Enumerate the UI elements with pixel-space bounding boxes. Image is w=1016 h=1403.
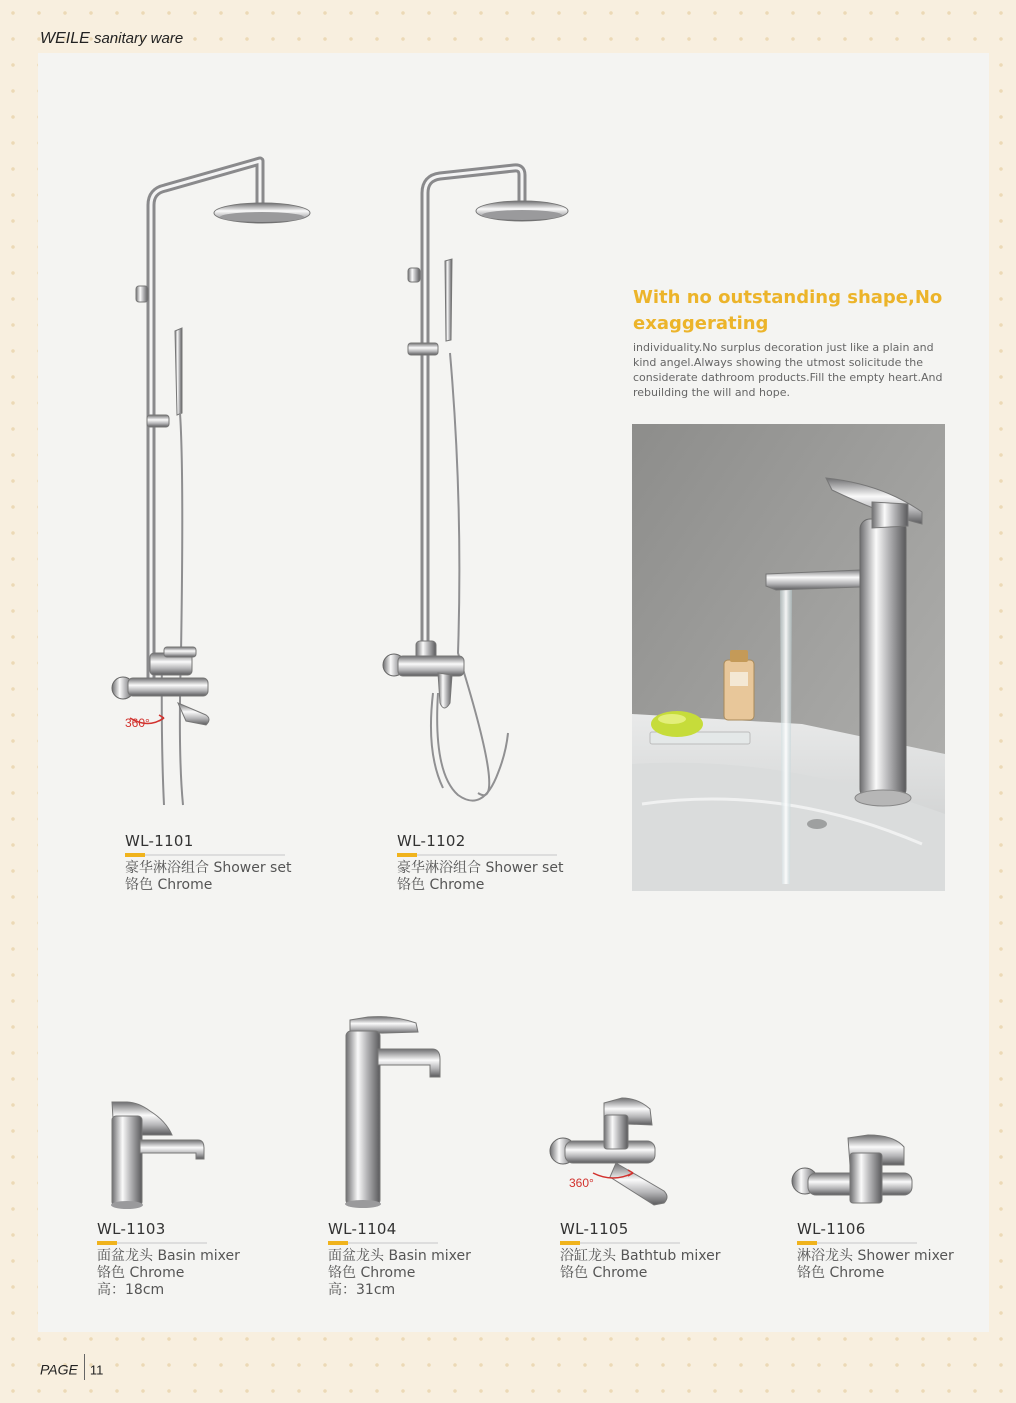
wl-1101-shower-set-image xyxy=(112,161,310,805)
product-finish: 铬色 Chrome xyxy=(328,1265,416,1281)
caption-underline xyxy=(560,1242,680,1244)
caption-underline xyxy=(397,854,557,856)
wl-1103-basin-mixer-image xyxy=(111,1102,204,1209)
product-finish: 铬色 Chrome xyxy=(797,1265,885,1281)
page-label: PAGE xyxy=(40,1361,78,1378)
wl-1104-basin-mixer-image xyxy=(345,1017,440,1208)
caption-underline xyxy=(328,1242,438,1244)
product-caption-wl-1106 xyxy=(797,1220,954,1282)
feature-headline: With no outstanding shape,No exaggerating xyxy=(633,287,943,334)
product-finish: 铬色 Chrome xyxy=(560,1265,648,1281)
product-name: 面盆龙头 Basin mixer xyxy=(328,1248,471,1264)
product-model: WL-1105 xyxy=(560,1220,629,1238)
product-name: 浴缸龙头 Bathtub mixer xyxy=(560,1248,721,1264)
product-name: 面盆龙头 Basin mixer xyxy=(97,1248,240,1264)
product-model: WL-1104 xyxy=(328,1220,397,1238)
product-caption-wl-1103 xyxy=(97,1220,240,1299)
footer-divider xyxy=(84,1354,85,1380)
product-caption-wl-1104 xyxy=(328,1220,471,1299)
product-finish: 铬色 Chrome xyxy=(397,877,485,893)
rotation-label-1105: 360° xyxy=(569,1176,594,1190)
product-caption-wl-1102 xyxy=(397,832,563,894)
caption-underline xyxy=(125,854,285,856)
product-model: WL-1101 xyxy=(125,832,194,850)
product-model: WL-1106 xyxy=(797,1220,866,1238)
brand-name: WEILE xyxy=(40,30,90,47)
feature-description: individuality.No surplus decoration just like a plain and kind angel.Always showing the utmost solicitude the considerate dathroom products.Fill the empty heart.And rebuilding the will and hope. xyxy=(633,341,943,399)
brand-tagline: sanitary ware xyxy=(93,30,184,47)
product-caption-wl-1101 xyxy=(125,832,291,894)
page-footer xyxy=(40,1358,103,1384)
product-model: WL-1102 xyxy=(397,832,466,850)
page-number: 11 xyxy=(89,1362,104,1378)
wl-1105-bathtub-mixer-image xyxy=(550,1098,667,1205)
product-height: 高：18cm xyxy=(97,1282,165,1298)
rotation-label-1101: 360° xyxy=(125,716,150,730)
wl-1102-shower-set-image xyxy=(383,168,568,801)
product-height: 高：31cm xyxy=(328,1282,396,1298)
product-finish: 铬色 Chrome xyxy=(125,877,213,893)
brand-header xyxy=(40,30,183,48)
product-caption-wl-1105 xyxy=(560,1220,720,1282)
product-name: 淋浴龙头 Shower mixer xyxy=(797,1248,954,1264)
product-finish: 铬色 Chrome xyxy=(97,1265,185,1281)
product-name: 豪华淋浴组合 Shower set xyxy=(397,860,564,876)
catalog-panel xyxy=(38,53,989,1332)
product-name: 豪华淋浴组合 Shower set xyxy=(125,860,292,876)
bathroom-basin-photo xyxy=(632,424,945,891)
caption-underline xyxy=(797,1242,917,1244)
caption-underline xyxy=(97,1242,207,1244)
basin-faucet-scene xyxy=(632,424,945,891)
wl-1106-shower-mixer-image xyxy=(792,1135,912,1203)
product-model: WL-1103 xyxy=(97,1220,166,1238)
